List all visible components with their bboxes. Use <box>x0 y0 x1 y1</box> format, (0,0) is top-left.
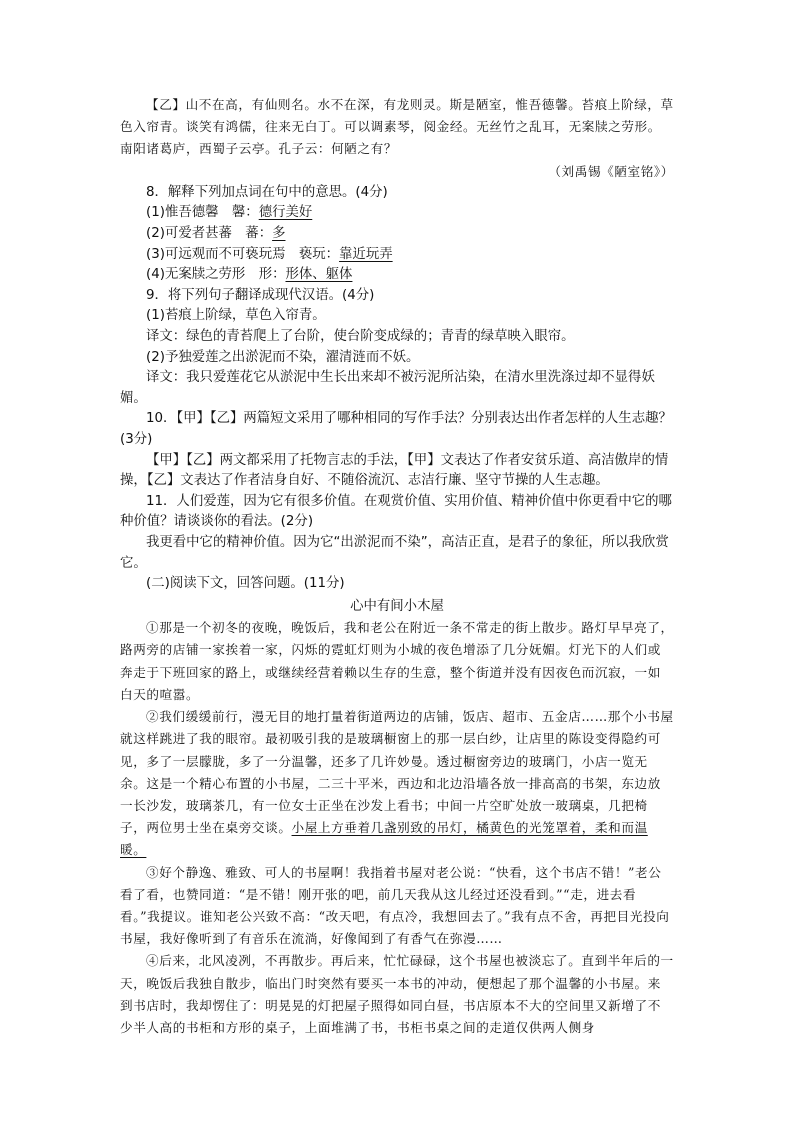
question-9-sentence-2: (2)予独爱莲之出淤泥而不染，濯清涟而不妖。 <box>146 349 420 365</box>
paragraph-2-main: ②我们缓缓前行，漫无目的地打量着街道两边的店铺，饭店、超市、五金店……那个小书屋就这样跳进了我的眼帘。最初吸引我的是玻璃橱窗上的那一层白纱，让店里的陈设变得隐约可见，多了一层朦胧，多了一分温馨，还多了几许妙曼。透过橱窗旁边的玻璃门，小店一览无余。这是一个精心布置的小书屋，二三十平米，西边和北边沿墙各放一排高高的书架，东边放一长沙发，玻璃茶几，有一位女士正坐在沙发上看书；中间一片空旷处放一玻璃桌，几把椅子，两位男士坐在桌旁交谈。 <box>120 709 674 836</box>
question-8 <box>120 183 674 286</box>
question-10-answer: 【甲】【乙】两文都采用了托物言志的手法，【甲】文表达了作者安贫乐道、高洁傲岸的情操，【乙】文表达了作者洁身自好、不随俗流沉、志洁行廉、坚守节操的人生志趣。 <box>120 452 669 489</box>
question-9-translation-1: 译文：绿色的青苔爬上了台阶，使台阶变成绿的；青青的绿草映入眼帘。 <box>146 328 575 344</box>
question-8-stem: 8．解释下列加点词在句中的意思。(4分) <box>146 184 388 200</box>
question-8-item-1 <box>120 203 674 224</box>
question-8-item-2 <box>120 224 674 245</box>
article-paragraph-3: ③好个静逸、雅致、可人的书屋啊！我指着书屋对老公说：“快看，这个书店不错！”老公看了看，也赞同道：“是不错！刚开张的吧，前几天我从这儿经过还没看到。”“走，进去看看。”我提议。谁知老公兴致不高：“改天吧，有点冷，我想回去了。”我有点不舍，再把目光投向书屋，我好像听到了有音乐在流淌，好像闻到了有香气在弥漫…… <box>120 864 670 947</box>
question-9-translation-2: 译文：我只爱莲花它从淤泥中生长出来却不被污泥所沾染，在清水里洗涤过却不显得妖媚。 <box>120 370 655 406</box>
section-2 <box>120 574 674 1039</box>
passage-yi <box>120 94 674 183</box>
item-prefix: (3)可远观而不可亵玩焉 亵玩： <box>146 246 340 262</box>
item-prefix: (2)可爱者甚蕃 蕃： <box>146 226 273 241</box>
item-answer: 多 <box>272 226 286 241</box>
item-answer: 德行美好 <box>258 205 313 221</box>
item-answer: 靠近玩弄 <box>339 246 393 262</box>
article-paragraph-4: ④后来，北风凌冽，不再散步。再后来，忙忙碌碌，这个书屋也被淡忘了。直到半年后的一天，晚饭后我独自散步，临出门时突然有要买一本书的冲动，便想起了那个温馨的小书屋。来到书店时，我却愣住了：明晃晃的灯把屋子照得如同白昼，书店原本不大的空间里又新增了不少半人高的书柜和方形的桌子，上面堆满了书，书柜书桌之间的走道仅供两人侧身 <box>120 953 674 1035</box>
article-paragraph-2 <box>120 706 674 861</box>
section-2-header: (二)阅读下文，回答问题。(11分) <box>146 576 345 592</box>
question-11 <box>120 492 674 574</box>
passage-yi-source: （刘禹锡《陋室铭》） <box>548 163 674 179</box>
article-title: 心中有间小木屋 <box>350 598 444 614</box>
question-10 <box>120 409 674 491</box>
question-9-sentence-1: (1)苔痕上阶绿，草色入帘青。 <box>146 308 326 324</box>
question-9-stem: 9．将下列句子翻译成现代汉语。(4分) <box>146 287 375 303</box>
passage-yi-text: 【乙】山不在高，有仙则名。水不在深，有龙则灵。斯是陋室，惟吾德馨。苔痕上阶绿，草色入帘青。谈笑有鸿儒，往来无白丁。可以调素琴，阅金经。无丝竹之乱耳，无案牍之劳形。南阳诸葛庐，西蜀子云亭。孔子云：何陋之有？ <box>120 97 674 157</box>
question-11-stem: 11．人们爱莲，因为它有很多价值。在观赏价值、实用价值、精神价值中你更看中它的哪种价值？请谈谈你的看法。(2分) <box>120 493 672 530</box>
item-prefix: (1)惟吾德馨 馨： <box>146 205 259 221</box>
question-11-answer: 我更看中它的精神价值。因为它“出淤泥而不染”，高洁正直，是君子的象征，所以我欣赏它。 <box>120 534 669 571</box>
question-8-item-3 <box>120 245 674 266</box>
article-paragraph-1: ①那是一个初冬的夜晚，晚饭后，我和老公在附近一条不常走的街上散步。路灯早早亮了，路两旁的店铺一家挨着一家，闪烁的霓虹灯则为小城的夜色增添了几分妩媚。灯光下的人们或奔走于下班回家的路上，或继续经营着赖以生存的生意，整个街道并没有因夜色而沉寂，一如白天的喧嚣。 <box>120 620 674 702</box>
item-answer: 形体、躯体 <box>285 267 353 283</box>
question-9 <box>120 286 674 410</box>
item-prefix: (4)无案牍之劳形 形： <box>146 267 286 283</box>
question-8-item-4 <box>120 265 674 286</box>
question-10-stem: 10．【甲】【乙】两篇短文采用了哪种相同的写作手法？分别表达出作者怎样的人生志趣？(3分) <box>120 411 672 447</box>
paragraph-2-underlined: 小屋上方垂着几盏别致的吊灯，橘黄色的光笼罩着，柔和而温暖。 <box>120 820 648 858</box>
